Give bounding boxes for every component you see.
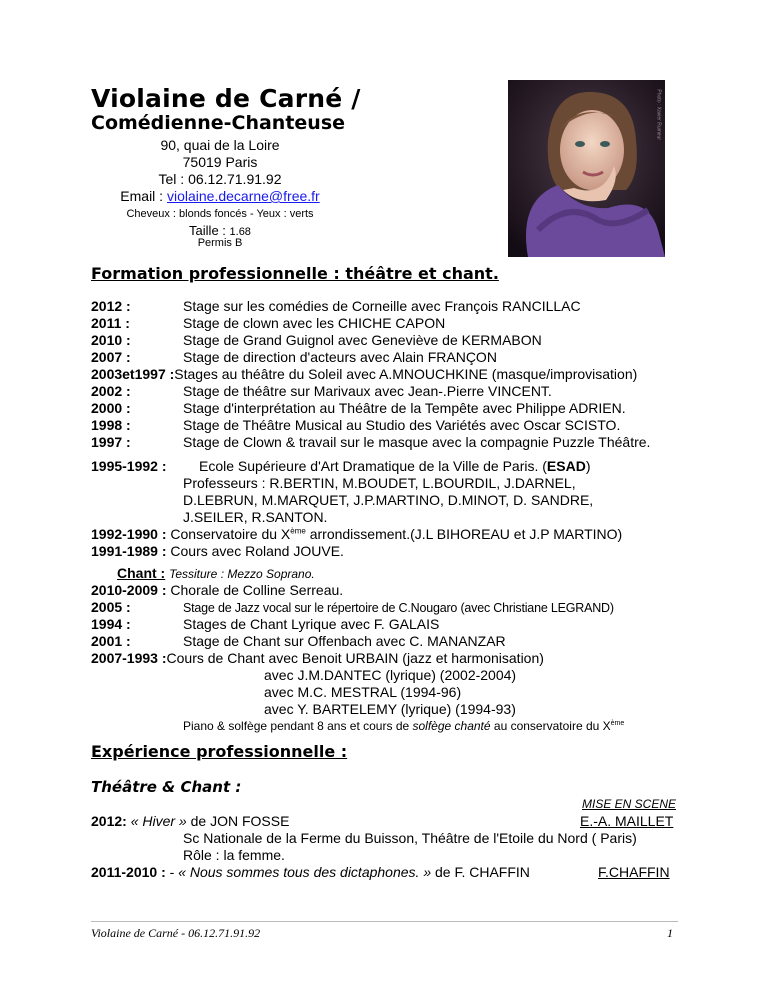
conservatoire-text-a: Conservatoire du X xyxy=(166,526,291,542)
formation-year: 2003et1997 : xyxy=(91,366,175,382)
formation-text: Stage d'interprétation au Théâtre de la Tempête avec Philippe ADRIEN. xyxy=(183,400,626,416)
email-line xyxy=(100,188,340,204)
formation-row xyxy=(91,417,620,433)
esad-year: 1995-1992 : xyxy=(91,458,167,474)
permis: Permis B xyxy=(197,237,243,249)
jouve-text: Cours avec Roland JOUVE. xyxy=(166,543,344,559)
theatre-chant-subtitle: Théâtre & Chant : xyxy=(91,778,242,796)
conservatoire-sup: ème xyxy=(290,526,306,536)
piano-line xyxy=(183,719,624,733)
chant-year: 2001 : xyxy=(91,633,131,649)
formation-row xyxy=(91,298,581,314)
cours-text: Cours de Chant avec Benoit URBAIN (jazz et harmonisation) xyxy=(166,650,544,666)
phone: Tel : 06.12.71.91.92 xyxy=(158,171,282,187)
e2-year: 2011-2010 : xyxy=(91,864,166,880)
portrait-illustration xyxy=(508,80,665,257)
formation-row xyxy=(91,400,626,416)
cours-line-4: avec Y. BARTELEMY (lyrique) (1994-93) xyxy=(264,701,516,717)
e1-by: de JON FOSSE xyxy=(186,813,290,829)
chant-label: Chant : xyxy=(117,565,166,581)
chant-text: Stage de Chant sur Offenbach avec C. MANANZAR xyxy=(183,633,506,649)
e2-title: « Nous sommes tous des dictaphones. » xyxy=(178,864,432,880)
esad-abbr: ESAD xyxy=(546,458,586,474)
portrait-photo xyxy=(508,80,665,257)
page-number: 1 xyxy=(667,926,673,940)
formation-year: 2007 : xyxy=(91,349,131,365)
cours-row xyxy=(91,650,544,666)
footer-divider xyxy=(91,921,678,922)
formation-row xyxy=(91,349,497,365)
conservatoire-year: 1992-1990 : xyxy=(91,526,167,542)
chant-year: 1994 : xyxy=(91,616,131,632)
chant-header xyxy=(117,565,315,581)
taille-value: 1.68 xyxy=(229,226,251,238)
formation-row xyxy=(91,434,650,450)
address-line-2: 75019 Paris xyxy=(182,154,258,170)
chant-year: 2005 : xyxy=(91,599,131,615)
formation-row xyxy=(91,383,552,399)
formation-year: 1997 : xyxy=(91,434,131,450)
professeurs-line-3: J.SEILER, R.SANTON. xyxy=(183,509,328,525)
jouve-row xyxy=(91,543,344,559)
e1-title: « Hiver » xyxy=(126,813,187,829)
photo-credit: Photo : Xavier Rumeur xyxy=(656,89,662,140)
piano-sup: ème xyxy=(610,720,625,727)
address-line-1: 90, quai de la Loire xyxy=(160,137,280,153)
formation-text: Stage de direction d'acteurs avec Alain FRANÇON xyxy=(183,349,497,365)
e2-director: F.CHAFFIN xyxy=(598,864,670,880)
cours-line-3: avec M.C. MESTRAL (1994-96) xyxy=(264,684,462,700)
mise-en-scene-label: MISE EN SCENE xyxy=(582,797,677,811)
piano-text-a: Piano & solfège pendant 8 ans et cours de xyxy=(183,719,413,733)
formation-text: Stage de clown avec les CHICHE CAPON xyxy=(183,315,446,331)
section-experience-title: Expérience professionnelle : xyxy=(91,742,348,761)
formation-text: Stages au théâtre du Soleil avec A.MNOUCHKINE (masque/improvisation) xyxy=(174,366,638,382)
chant-text: Stage de Jazz vocal sur le répertoire de C.Nougaro (avec Christiane LEGRAND) xyxy=(183,601,614,615)
chant-year: 2010-2009 : xyxy=(91,582,167,598)
chant-text: Chorale de Colline Serreau. xyxy=(166,582,344,598)
piano-italic: solfège chanté xyxy=(412,719,491,733)
experience-row-2 xyxy=(91,864,530,880)
email-link[interactable]: violaine.decarne@free.fr xyxy=(166,188,320,204)
formation-year: 2000 : xyxy=(91,400,131,416)
taille-label: Taille : xyxy=(189,223,230,238)
formation-text: Stage sur les comédies de Corneille avec François RANCILLAC xyxy=(183,298,581,314)
job-title: Comédienne-Chanteuse xyxy=(91,112,346,134)
e1-venue: Sc Nationale de la Ferme du Buisson, Théâtre de l'Etoile du Nord ( Paris) xyxy=(183,830,637,846)
e1-year: 2012: xyxy=(91,813,127,829)
esad-close: ) xyxy=(585,458,591,474)
tessiture: Tessiture : Mezzo Soprano. xyxy=(169,567,315,581)
email-label: Email : xyxy=(120,188,167,204)
formation-year: 2002 : xyxy=(91,383,131,399)
formation-year: 2011 : xyxy=(91,315,130,331)
piano-text-b: au conservatoire du X xyxy=(490,719,611,733)
cours-line-2: avec J.M.DANTEC (lyrique) (2002-2004) xyxy=(264,667,517,683)
conservatoire-row xyxy=(91,526,622,542)
physique: Cheveux : blonds foncés - Yeux : verts xyxy=(126,208,314,220)
formation-year: 2010 : xyxy=(91,332,131,348)
experience-row-1 xyxy=(91,813,289,829)
esad-text: Ecole Supérieure d'Art Dramatique de la Ville de Paris. ( xyxy=(199,458,547,474)
e1-director: E.-A. MAILLET xyxy=(580,813,674,829)
formation-year: 1998 : xyxy=(91,417,131,433)
page-title: Violaine de Carné / xyxy=(91,84,361,113)
professeurs-line-1: Professeurs : R.BERTIN, M.BOUDET, L.BOURDIL, J.DARNEL, xyxy=(183,475,576,491)
chant-row xyxy=(91,582,343,598)
professeurs-line-2: D.LEBRUN, M.MARQUET, J.P.MARTINO, D.MINOT, D. SANDRE, xyxy=(183,492,594,508)
e1-role: Rôle : la femme. xyxy=(183,847,285,863)
chant-row xyxy=(91,599,614,615)
chant-row xyxy=(91,633,506,649)
cours-year: 2007-1993 : xyxy=(91,650,167,666)
formation-row xyxy=(91,332,542,348)
e2-by: de F. CHAFFIN xyxy=(431,864,530,880)
conservatoire-text-b: arrondissement.(J.L BIHOREAU et J.P MARTINO) xyxy=(305,526,623,542)
jouve-year: 1991-1989 : xyxy=(91,543,167,559)
formation-text: Stage de Clown & travail sur le masque avec la compagnie Puzzle Théâtre. xyxy=(183,434,651,450)
formation-text: Stage de Grand Guignol avec Geneviève de KERMABON xyxy=(183,332,542,348)
chant-text: Stages de Chant Lyrique avec F. GALAIS xyxy=(183,616,440,632)
e2-dash: - xyxy=(165,864,179,880)
formation-row xyxy=(91,366,637,382)
formation-text: Stage de théâtre sur Marivaux avec Jean-.Pierre VINCENT. xyxy=(183,383,552,399)
section-formation-title: Formation professionnelle : théâtre et chant. xyxy=(91,264,499,283)
footer-text: Violaine de Carné - 06.12.71.91.92 xyxy=(91,926,261,940)
formation-year: 2012 : xyxy=(91,298,131,314)
esad-row xyxy=(91,458,591,474)
chant-row xyxy=(91,616,439,632)
formation-row xyxy=(91,315,445,331)
formation-text: Stage de Théâtre Musical au Studio des Variétés avec Oscar SCISTO. xyxy=(183,417,621,433)
